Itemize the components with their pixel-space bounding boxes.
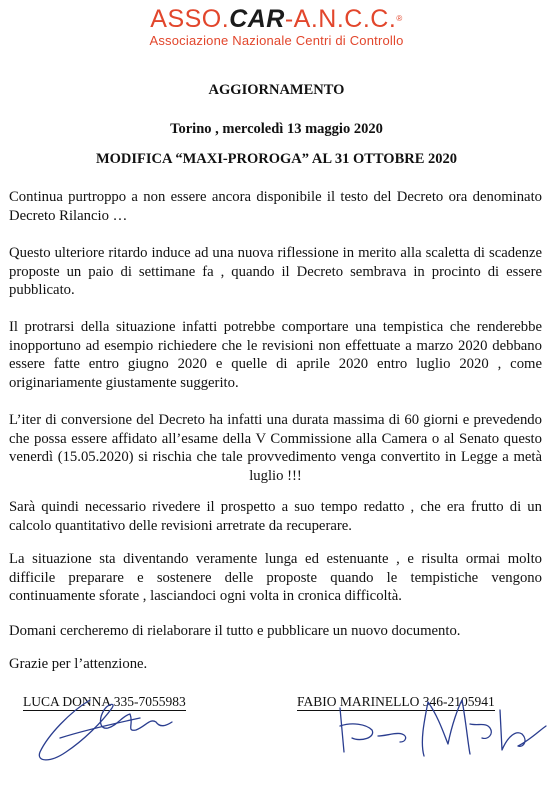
paragraph-4: L’iter di conversione del Decreto ha infatti una durata massima di 60 giorni e prevedendo che possa essere affidato all’esame della V Commissione alla Camera o al Senato questo venerdì (15.05.2020) si rischia che tale provvedimento venga convertito in Legge a metà luglio !!! (9, 412, 542, 484)
logo-wordmark: ASSO.CAR-A.N.C.C.® (150, 5, 403, 33)
signature-left-scrawl (39, 700, 172, 760)
paragraph-5: Sarà quindi necessario rivedere il prospetto a suo tempo redatto , che era frutto di un calcolo quantitativo delle revisioni arretrate da recuperare. (9, 499, 542, 534)
logo-subtitle: Associazione Nazionale Centri di Controllo (149, 33, 404, 48)
paragraph-6: La situazione sta diventando veramente lunga ed estenuante , e risulta ormai molto difficile preparare e sostenere delle proposte quando le tempistiche vengono continuamente sforate , lasciandoci ogni volta in cronica difficoltà. (9, 551, 542, 604)
signature-right-scrawl (340, 708, 406, 752)
signature-right-name: FABIO MARINELLO 346-2105941 (297, 694, 495, 709)
subject-title: MODIFICA “MAXI-PROROGA” AL 31 OTTOBRE 2020 (95, 151, 458, 167)
paragraph-2: Questo ulteriore ritardo induce ad una nuova riflessione in merito alla scaletta di scadenze proposte un paio di settimane fa , quando il Decreto sembrava in procinto di essere pubblicato. (9, 245, 542, 298)
signature-left-name: LUCA DONNA 335-7055983 (23, 694, 186, 709)
paragraph-3: Il protrarsi della situazione infatti potrebbe comportare una tempistica che renderebbe inopportuno ad esempio richiedere che le revisioni non effettuate a marzo 2020 debbano essere fatte entro giugno 2020 e quelle di aprile 2020 entro luglio 2020 , come originariamente giustamente suggerito. (9, 319, 542, 391)
date-line: Torino , mercoledì 13 maggio 2020 (170, 121, 383, 137)
paragraph-7: Domani cercheremo di rielaborare il tutto e pubblicare un nuovo documento. (9, 623, 461, 639)
document-type: AGGIORNAMENTO (208, 82, 345, 98)
closing-line: Grazie per l’attenzione. (9, 656, 148, 672)
paragraph-1: Continua purtroppo a non essere ancora disponibile il testo del Decreto ora denominato Decreto Rilancio … (9, 189, 542, 224)
